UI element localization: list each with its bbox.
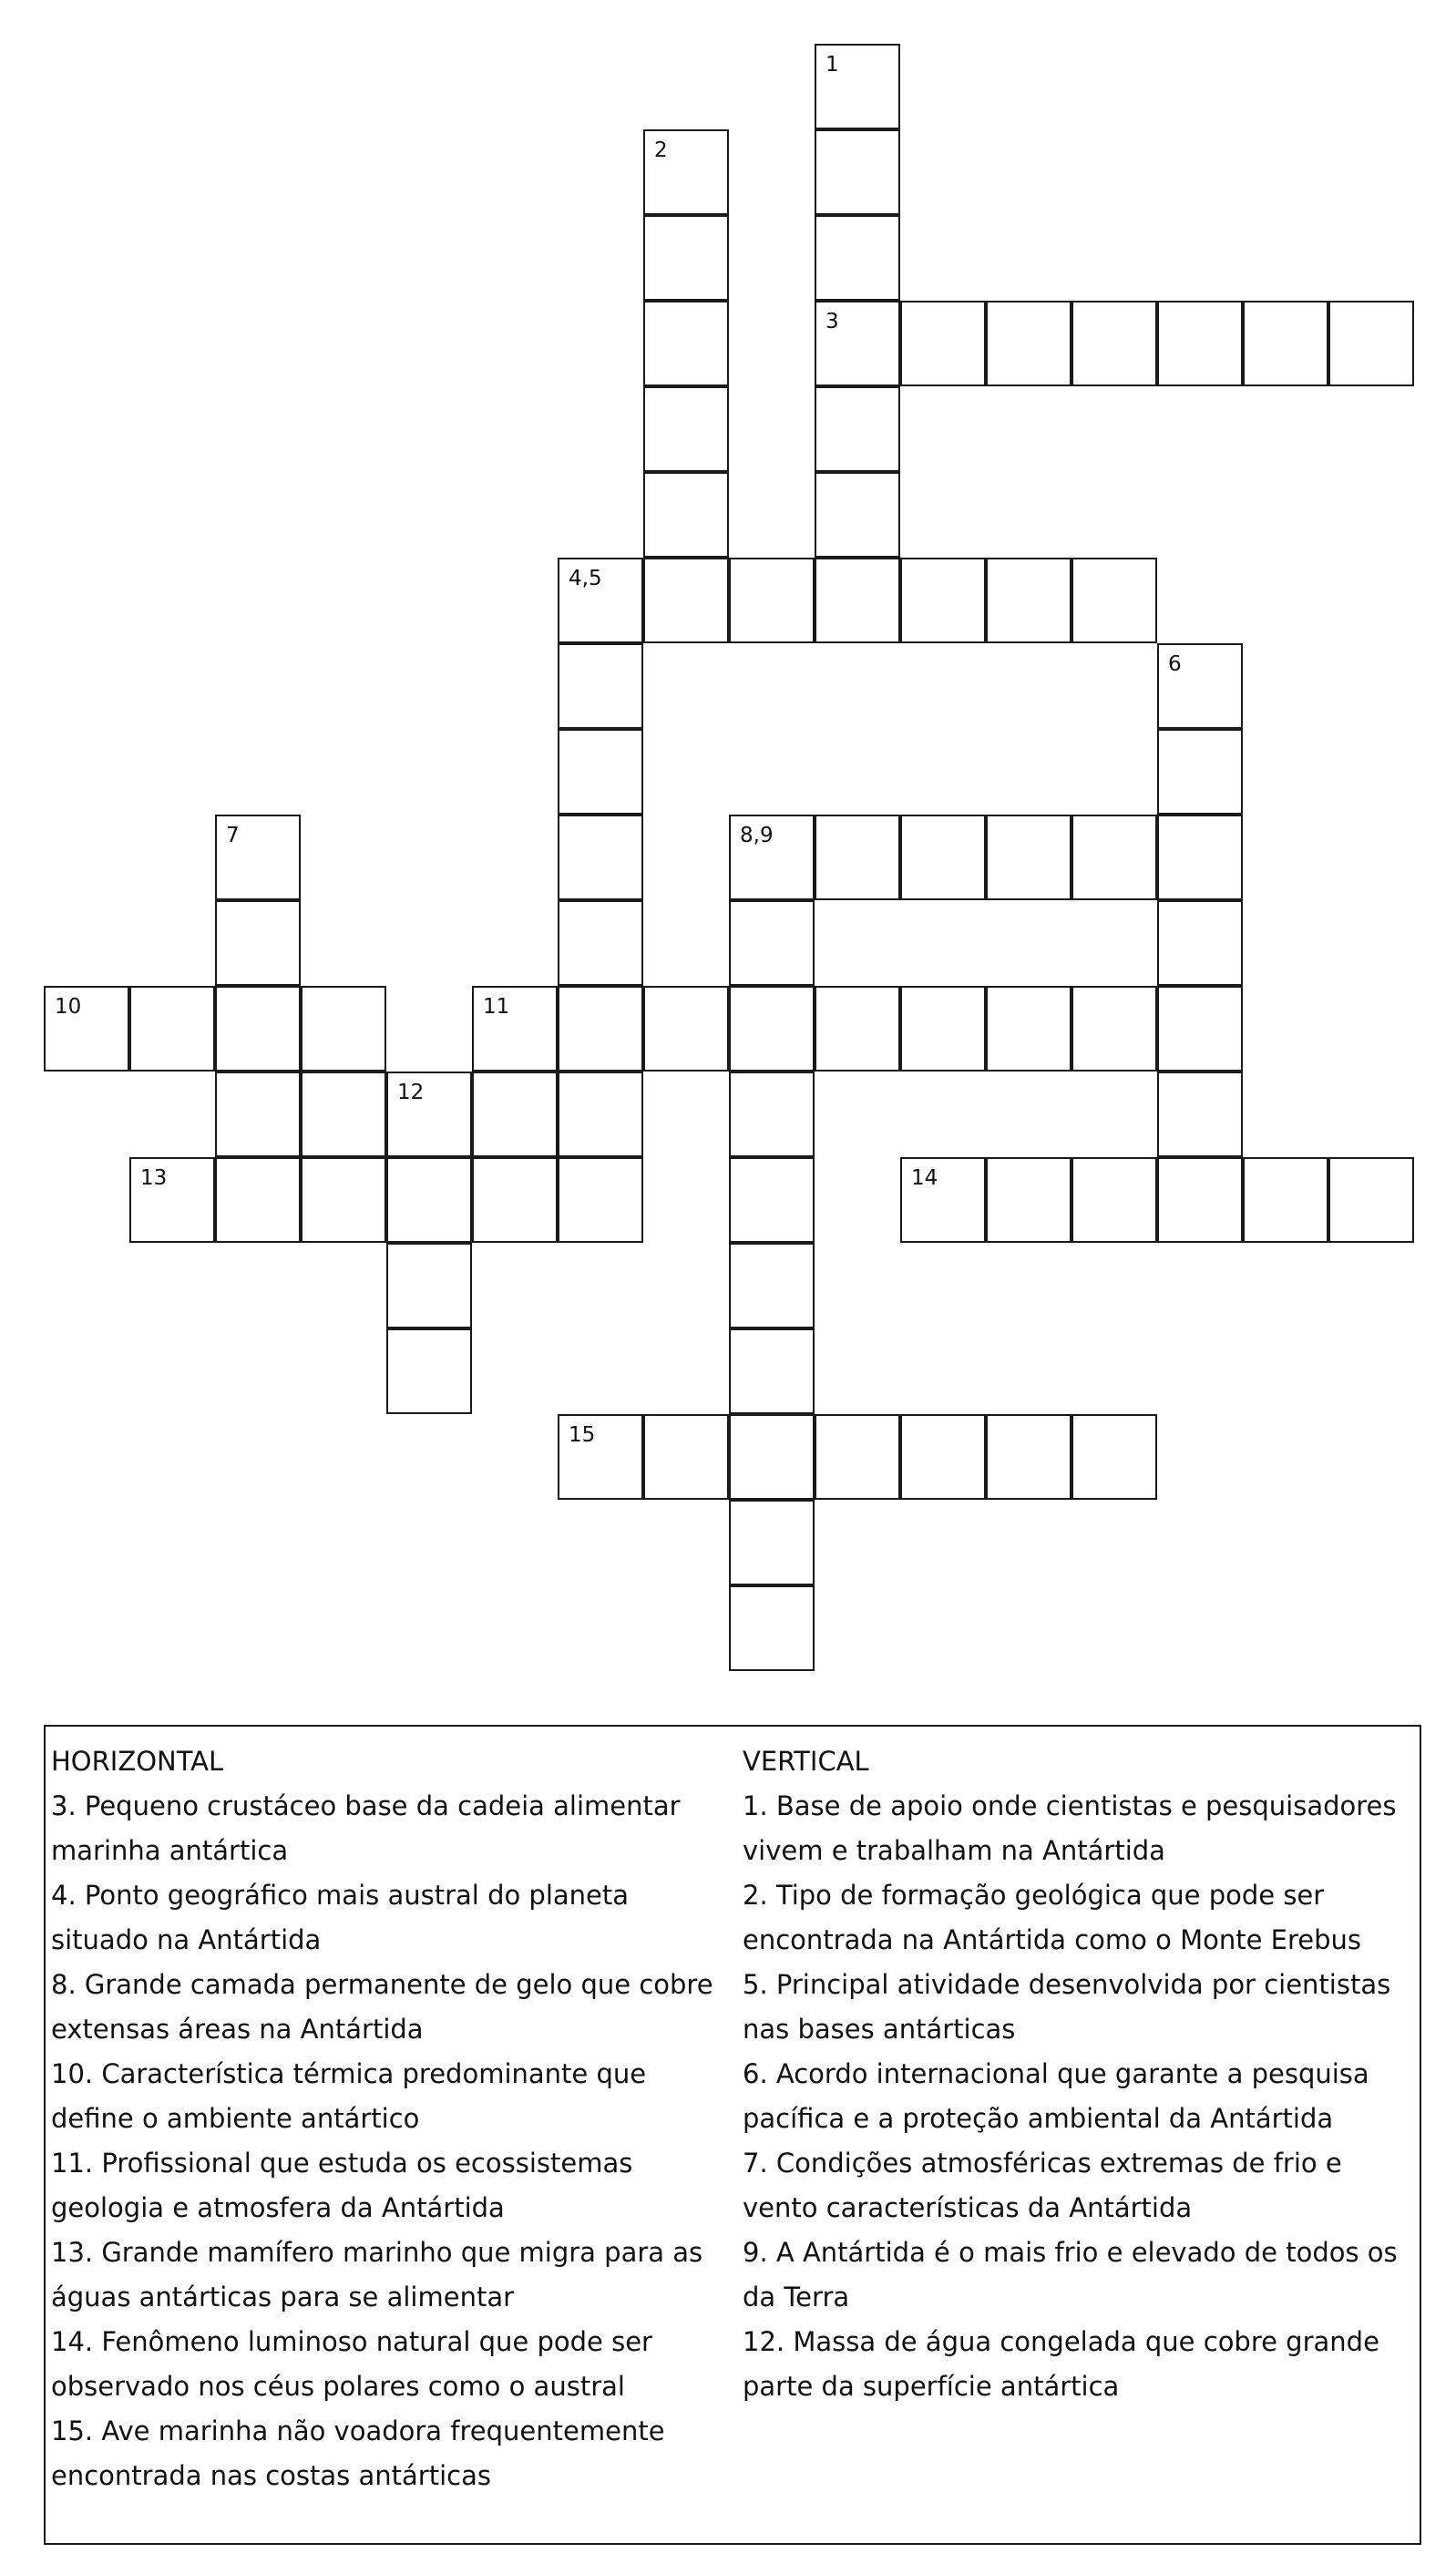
crossword-cell[interactable]: [643, 215, 729, 301]
crossword-cell[interactable]: [815, 815, 900, 900]
crossword-cell[interactable]: [1157, 1157, 1243, 1243]
crossword-cell[interactable]: [986, 1414, 1071, 1500]
clue-number: 14: [911, 1166, 938, 1190]
crossword-cell[interactable]: [815, 301, 900, 386]
horizontal-clue-11: 11. Profissional que estuda os ecossistemas geologia e atmosfera da Antártida: [51, 2148, 633, 2223]
crossword-cell[interactable]: [643, 472, 729, 558]
crossword-cell[interactable]: [1243, 301, 1328, 386]
crossword-cell[interactable]: [1071, 1414, 1157, 1500]
crossword-cell[interactable]: [215, 1157, 301, 1243]
horizontal-clue-13: 13. Grande mamífero marinho que migra para as águas antárticas para se alimentar: [51, 2237, 703, 2312]
crossword-cell[interactable]: [386, 1243, 472, 1328]
crossword-cell[interactable]: [472, 1072, 558, 1157]
clue-number: 3: [825, 310, 839, 333]
crossword-cell[interactable]: [1071, 558, 1157, 643]
crossword-cell[interactable]: [729, 986, 815, 1072]
crossword-cell[interactable]: [1157, 1072, 1243, 1157]
clue-number: 15: [569, 1423, 596, 1447]
crossword-cell[interactable]: [986, 301, 1071, 386]
clues-box: [44, 1725, 1421, 2545]
crossword-cell[interactable]: [1157, 643, 1243, 729]
crossword-cell[interactable]: [558, 1072, 643, 1157]
crossword-cell[interactable]: [558, 986, 643, 1072]
crossword-cell[interactable]: [386, 1072, 472, 1157]
clue-number: 6: [1168, 652, 1182, 676]
horizontal-clue-4: 4. Ponto geográfico mais austral do planeta situado na Antártida: [51, 1880, 630, 1955]
crossword-cell[interactable]: [729, 1414, 815, 1500]
crossword-cell[interactable]: [815, 1414, 900, 1500]
clue-number: 12: [397, 1081, 425, 1104]
crossword-cell[interactable]: [643, 1414, 729, 1500]
vertical-clue-7: 7. Condições atmosféricas extremas de frio e vento características da Antártida: [743, 2148, 1342, 2223]
horizontal-clue-14: 14. Fenômeno luminoso natural que pode ser observado nos céus polares como o austral: [51, 2326, 652, 2402]
vertical-clue-6: 6. Acordo internacional que garante a pesquisa pacífica e a proteção ambiental da Antártida: [743, 2058, 1369, 2134]
crossword-cell[interactable]: [301, 1157, 386, 1243]
crossword-cell[interactable]: [729, 1157, 815, 1243]
clue-number: 11: [483, 995, 510, 1019]
crossword-cell[interactable]: [386, 1157, 472, 1243]
crossword-cell[interactable]: [1157, 900, 1243, 986]
crossword-cell[interactable]: [472, 986, 558, 1072]
crossword-cell[interactable]: [729, 1500, 815, 1585]
crossword-cell[interactable]: [558, 1414, 643, 1500]
crossword-cell[interactable]: [558, 729, 643, 815]
crossword-cell[interactable]: [301, 1072, 386, 1157]
crossword-cell[interactable]: [1157, 301, 1243, 386]
crossword-cell[interactable]: [1071, 1157, 1157, 1243]
crossword-cell[interactable]: [129, 1157, 215, 1243]
clue-number: 10: [55, 995, 82, 1019]
crossword-cell[interactable]: [729, 1328, 815, 1414]
crossword-cell[interactable]: [1071, 815, 1157, 900]
crossword-cell[interactable]: [815, 215, 900, 301]
crossword-cell[interactable]: [558, 643, 643, 729]
crossword-cell[interactable]: [815, 44, 900, 129]
crossword-cell[interactable]: [558, 815, 643, 900]
crossword-cell[interactable]: [729, 558, 815, 643]
crossword-cell[interactable]: [729, 1585, 815, 1671]
vertical-clue-5: 5. Principal atividade desenvolvida por cientistas nas bases antárticas: [743, 1969, 1391, 2045]
crossword-cell[interactable]: [900, 301, 986, 386]
crossword-cell[interactable]: [1071, 301, 1157, 386]
crossword-cell[interactable]: [1328, 1157, 1414, 1243]
horizontal-clues-column: [51, 1739, 725, 2498]
crossword-cell[interactable]: [815, 386, 900, 472]
crossword-cell[interactable]: [558, 558, 643, 643]
crossword-cell[interactable]: [129, 986, 215, 1072]
crossword-cell[interactable]: [1157, 815, 1243, 900]
crossword-cell[interactable]: [1328, 301, 1414, 386]
crossword-cell[interactable]: [815, 472, 900, 558]
crossword-cell[interactable]: [643, 129, 729, 215]
crossword-cell[interactable]: [215, 900, 301, 986]
horizontal-clue-3: 3. Pequeno crustáceo base da cadeia alimentar marinha antártica: [51, 1790, 681, 1866]
vertical-clue-2: 2. Tipo de formação geológica que pode ser encontrada na Antártida como o Monte Erebus: [743, 1880, 1362, 1955]
crossword-cell[interactable]: [986, 986, 1071, 1072]
crossword-cell[interactable]: [1243, 1157, 1328, 1243]
crossword-cell[interactable]: [900, 815, 986, 900]
crossword-cell[interactable]: [558, 1157, 643, 1243]
clue-number: 7: [226, 824, 240, 847]
crossword-cell[interactable]: [215, 1072, 301, 1157]
vertical-heading: VERTICAL: [743, 1746, 869, 1777]
crossword-cell[interactable]: [643, 386, 729, 472]
vertical-clue-9: 9. A Antártida é o mais frio e elevado de todos os da Terra: [743, 2237, 1398, 2312]
clue-number: 8,9: [740, 824, 774, 847]
crossword-cell[interactable]: [815, 558, 900, 643]
clue-number: 2: [654, 138, 668, 162]
crossword-cell[interactable]: [1157, 986, 1243, 1072]
crossword-cell[interactable]: [643, 558, 729, 643]
crossword-cell[interactable]: [729, 815, 815, 900]
crossword-cell[interactable]: [729, 1243, 815, 1328]
horizontal-clue-15: 15. Ave marinha não voadora frequentemente encontrada nas costas antárticas: [51, 2415, 665, 2491]
horizontal-clue-10: 10. Característica térmica predominante que define o ambiente antártico: [51, 2058, 647, 2134]
crossword-cell[interactable]: [900, 558, 986, 643]
horizontal-heading: HORIZONTAL: [51, 1746, 224, 1777]
crossword-cell[interactable]: [729, 900, 815, 986]
crossword-cell[interactable]: [729, 1072, 815, 1157]
crossword-cell[interactable]: [558, 900, 643, 986]
crossword-cell[interactable]: [815, 986, 900, 1072]
vertical-clues-column: [743, 1739, 1417, 2409]
clue-number: 1: [825, 53, 839, 77]
crossword-cell[interactable]: [215, 815, 301, 900]
crossword-cell[interactable]: [643, 301, 729, 386]
vertical-clue-12: 12. Massa de água congelada que cobre grande parte da superfície antártica: [743, 2326, 1379, 2402]
crossword-cell[interactable]: [900, 1414, 986, 1500]
vertical-clue-1: 1. Base de apoio onde cientistas e pesquisadores vivem e trabalham na Antártida: [743, 1790, 1397, 1866]
crossword-cell[interactable]: [986, 558, 1071, 643]
clue-number: 13: [140, 1166, 168, 1190]
crossword-cell[interactable]: [986, 1157, 1071, 1243]
crossword-cell[interactable]: [386, 1328, 472, 1414]
crossword-cell[interactable]: [815, 129, 900, 215]
crossword-cell[interactable]: [44, 986, 129, 1072]
crossword-cell[interactable]: [301, 986, 386, 1072]
crossword-cell[interactable]: [215, 986, 301, 1072]
clue-number: 4,5: [569, 567, 602, 590]
crossword-cell[interactable]: [1157, 729, 1243, 815]
crossword-cell[interactable]: [1071, 986, 1157, 1072]
crossword-cell[interactable]: [900, 986, 986, 1072]
crossword-cell[interactable]: [986, 815, 1071, 900]
horizontal-clue-8: 8. Grande camada permanente de gelo que cobre extensas áreas na Antártida: [51, 1969, 713, 2045]
crossword-cell[interactable]: [472, 1157, 558, 1243]
crossword-cell[interactable]: [900, 1157, 986, 1243]
crossword-cell[interactable]: [643, 986, 729, 1072]
